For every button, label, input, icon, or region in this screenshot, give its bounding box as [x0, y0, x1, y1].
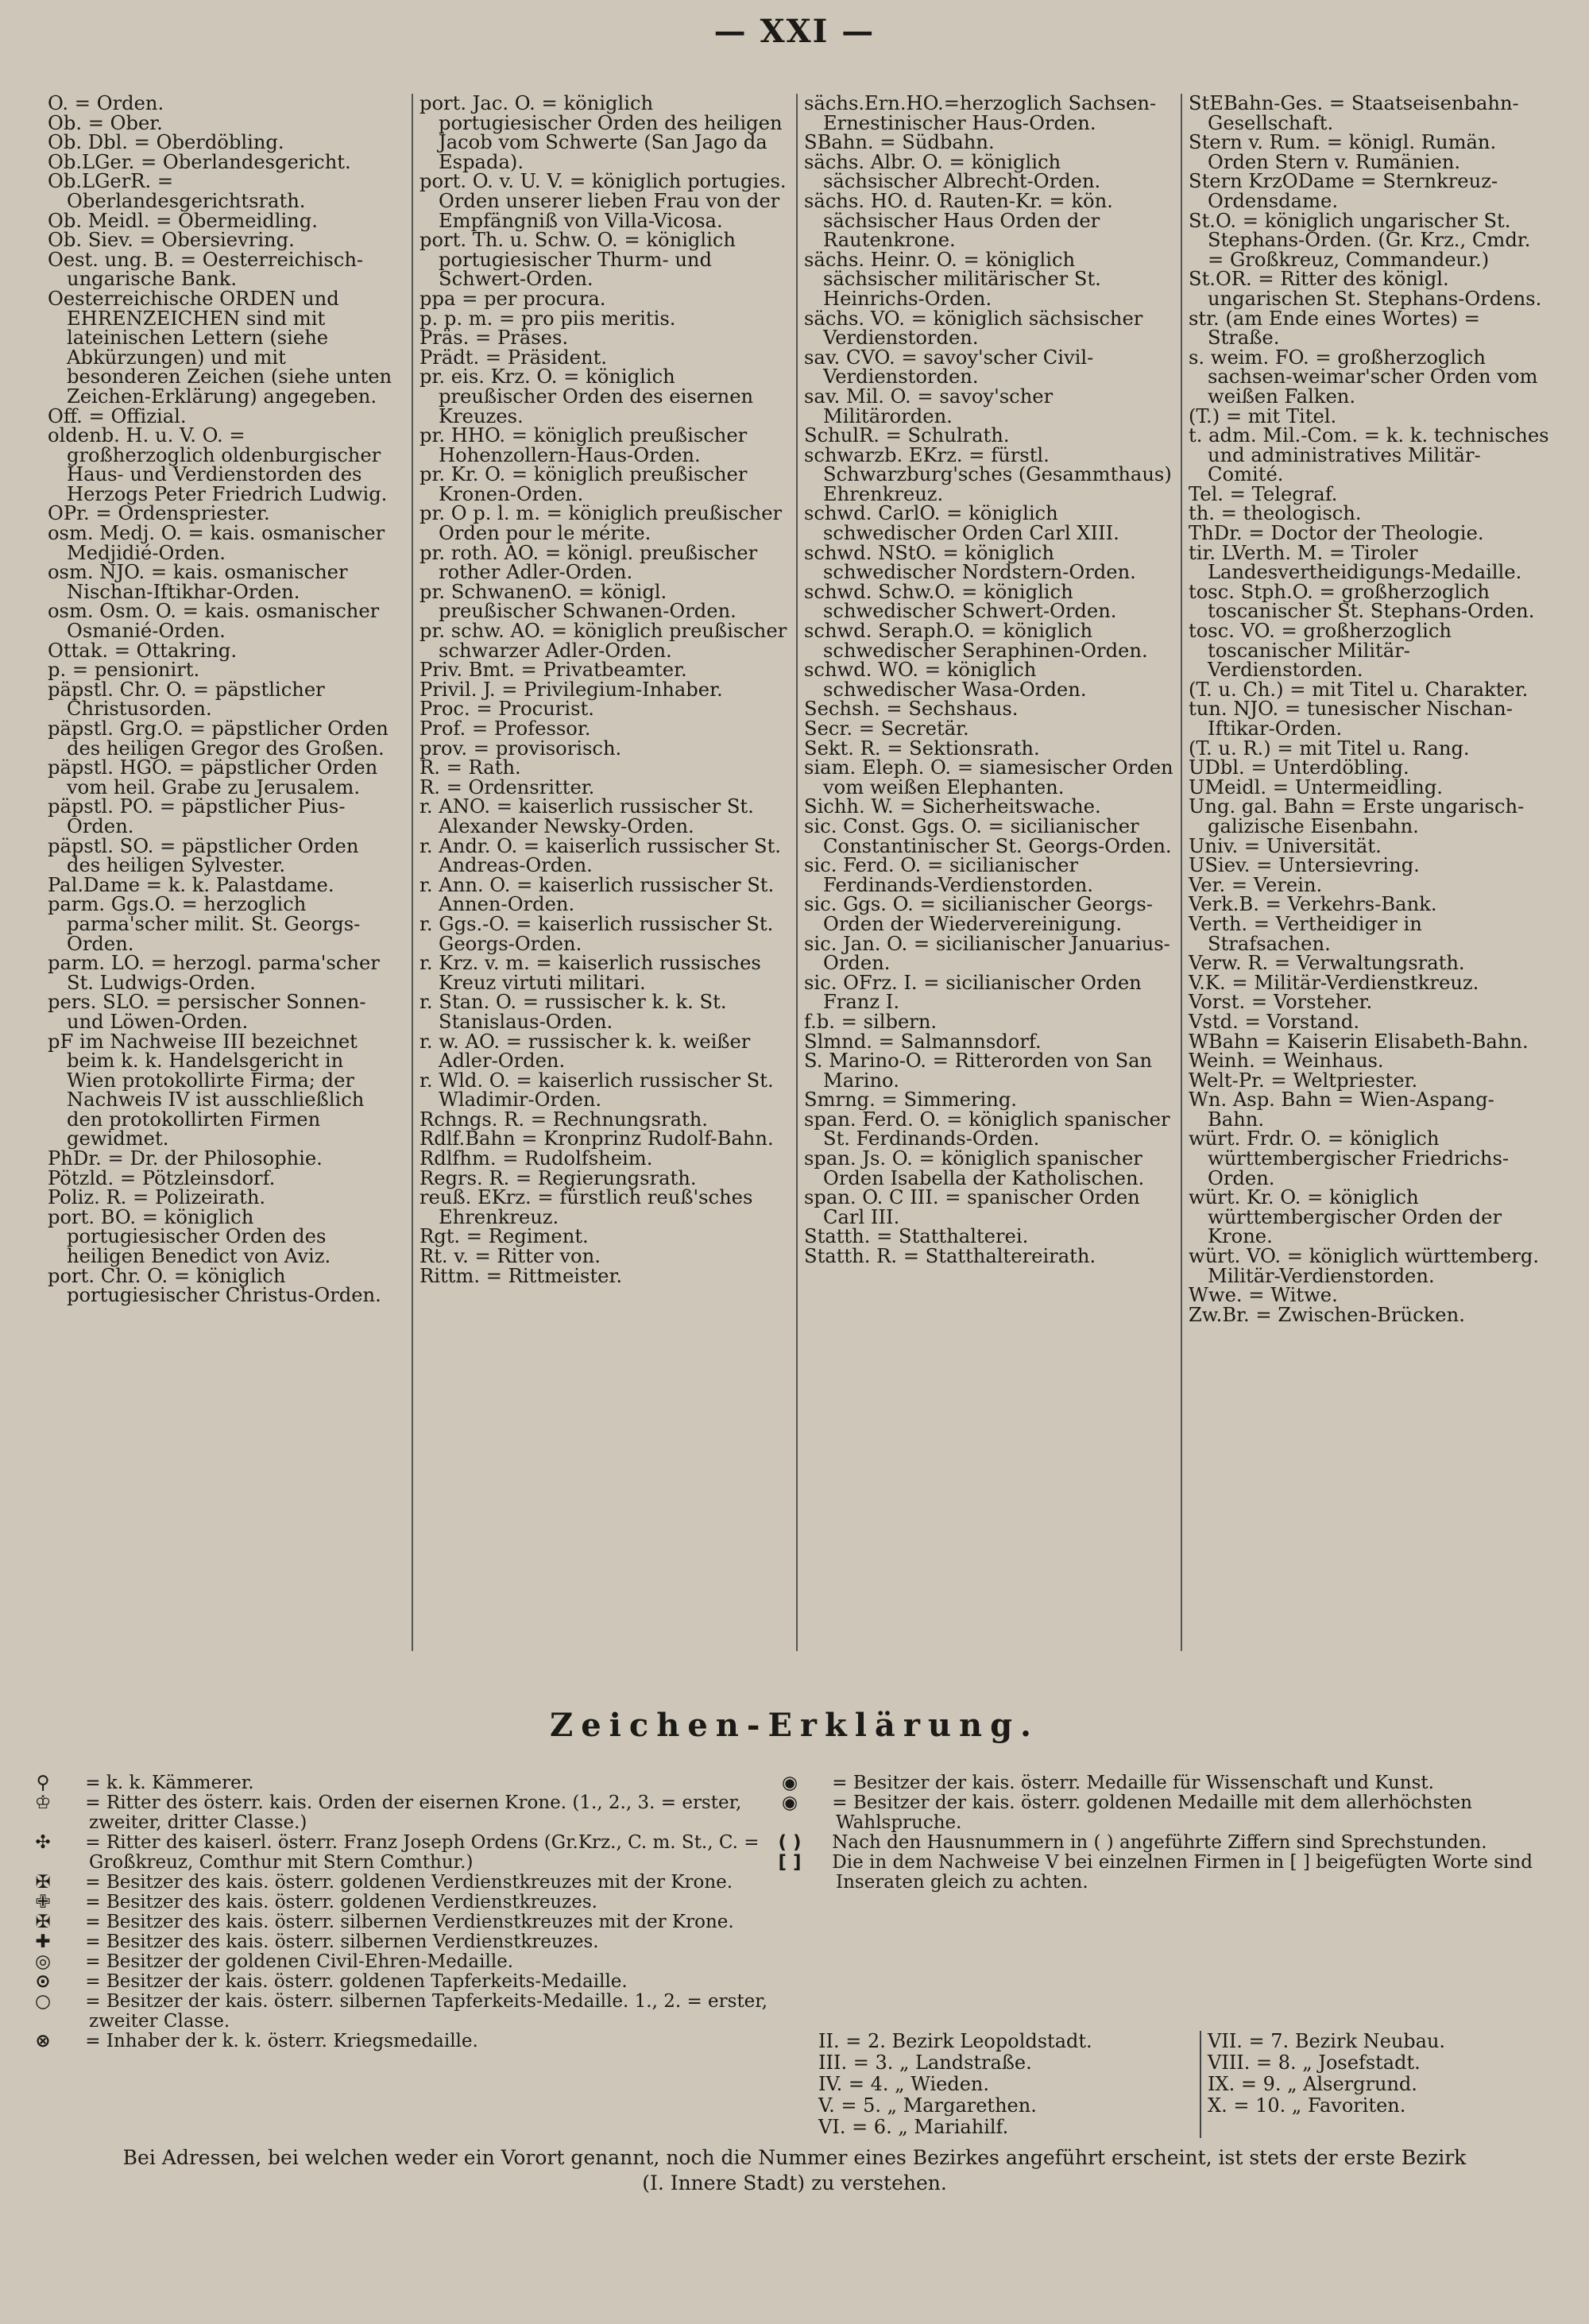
abbreviation-entry: port. Chr. O. = königlich portugiesischer Christus-Orden.	[48, 1264, 381, 1307]
abbreviation-entry: (T.) = mit Titel.	[1189, 404, 1337, 427]
abbreviation-entry: St.OR. = Ritter des königl. ungarischen St. Stephans-Ordens.	[1189, 268, 1542, 310]
legend-section	[34, 1707, 1541, 2138]
abbreviation-entry: r. Wld. O. = kaiserlich russischer St. Wladimir-Orden.	[419, 1069, 774, 1112]
districts-left	[818, 2031, 1201, 2138]
abbreviation-entry: Sekt. R. = Sektionsrath.	[804, 737, 1040, 760]
abbreviation-entry: Rittm. = Rittmeister.	[419, 1264, 623, 1287]
legend-symbol-icon: ✣	[35, 1832, 51, 1853]
column-2	[412, 94, 789, 1651]
legend-row	[34, 1792, 787, 1833]
abbreviation-entry: sic. OFrz. I. = sicilianischer Orden Franz I.	[804, 971, 1142, 1014]
abbreviation-entry: schwd. Schw.O. = königlich schwedischer Schwert-Orden.	[804, 580, 1117, 623]
abbreviation-entry: Statth. = Statthalterei.	[804, 1225, 1029, 1248]
legend-text: Nach den Hausnummern in ( ) angeführte Ziffern sind Sprechstunden.	[826, 1832, 1487, 1853]
legend-symbol-icon: ✚	[35, 1932, 51, 1952]
abbreviation-entry: pr. schw. AO. = königlich preußischer schwarzer Adler-Orden.	[419, 620, 787, 662]
legend-row	[35, 1832, 787, 1873]
legend-text: = Besitzer der goldenen Civil-Ehren-Medaille.	[79, 1951, 514, 1972]
legend-left	[34, 1773, 787, 2051]
column-1	[48, 94, 397, 1651]
abbreviation-entry: Regrs. R. = Regierungsrath.	[419, 1166, 697, 1189]
legend-text: = Inhaber der k. k. österr. Kriegsmedaille.	[79, 2031, 478, 2051]
abbreviation-entry: Vstd. = Vorstand.	[1189, 1010, 1360, 1033]
abbreviation-entry: Pal.Dame = k. k. Palastdame.	[48, 873, 334, 896]
abbreviation-entry: würt. Kr. O. = königlich württembergischer Orden der Krone.	[1189, 1186, 1502, 1248]
abbreviation-entry: p. p. m. = pro piis meritis.	[419, 307, 676, 330]
abbreviation-entry: St.O. = königlich ungarischer St. Stephans-Orden. (Gr. Krz., Cmdr. = Großkreuz, Commandeur.)	[1189, 209, 1531, 271]
abbreviation-entry: päpstl. HGO. = päpstlicher Orden vom heil. Grabe zu Jerusalem.	[48, 756, 378, 799]
abbreviation-entry: r. Krz. v. m. = kaiserlich russisches Kreuz virtuti militari.	[419, 952, 761, 994]
abbreviation-entry: th. = theologisch.	[1189, 502, 1362, 525]
abbreviation-entry: r. Ann. O. = kaiserlich russischer St. Annen-Orden.	[419, 873, 775, 916]
legend-row	[35, 1912, 787, 1932]
abbreviation-entry: Poliz. R. = Polizeirath.	[48, 1186, 266, 1209]
legend-symbol-icon: ◎	[34, 1951, 52, 1972]
page-number: — XXI —	[713, 13, 876, 50]
legend-row	[35, 1892, 787, 1912]
abbreviation-entry: r. w. AO. = russischer k. k. weißer Adler-Orden.	[419, 1030, 751, 1073]
abbreviation-entry: Ob. = Ober.	[48, 111, 163, 134]
legend-text: = Besitzer der kais. österr. silbernen Tapferkeits-Medaille. 1., 2. = erster, zweiter Classe.	[79, 1991, 768, 2032]
footer-note	[48, 2145, 1541, 2196]
abbreviation-entry: pr. HHO. = königlich preußischer Hohenzollern-Haus-Orden.	[419, 424, 748, 466]
legend-text: = Ritter des kaiserl. österr. Franz Joseph Ordens (Gr.Krz., C. m. St., C. = Großkreuz, Comthur mit Stern Comthur.)	[79, 1832, 760, 1873]
column-4	[1181, 94, 1549, 1651]
abbreviation-entry: prov. = provisorisch.	[419, 737, 622, 760]
abbreviation-entry: sächs. Heinr. O. = königlich sächsischer militärischer St. Heinrichs-Orden.	[804, 248, 1101, 310]
legend-symbol-icon: ⊙	[35, 1971, 51, 1992]
abbreviation-entry: Wn. Asp. Bahn = Wien-Aspang-Bahn.	[1189, 1089, 1494, 1131]
legend-symbol-icon: ⚲	[36, 1773, 50, 1793]
abbreviation-entry: Ver. = Verein.	[1189, 873, 1323, 896]
abbreviation-entry: Rchngs. R. = Rechnungsrath.	[419, 1108, 708, 1131]
district-row: VI. = 6. „ Mariahilf.	[818, 2116, 1009, 2138]
abbreviation-entry: V.K. = Militär-Verdienstkreuz.	[1189, 971, 1479, 994]
abbreviation-entry: p. = pensionirt.	[48, 659, 200, 682]
abbreviation-entry: Rdlfhm. = Rudolfsheim.	[419, 1147, 653, 1170]
legend-symbol-icon: ◉	[781, 1773, 798, 1793]
abbreviation-entry: port. O. v. U. V. = königlich portugies. Orden unserer lieben Frau von der Empfängniß von Villa-Vicosa.	[419, 170, 787, 232]
column-3	[796, 94, 1173, 1651]
abbreviation-entry: Stern v. Rum. = königl. Rumän. Orden Stern v. Rumänien.	[1189, 131, 1497, 173]
legend-text: = Besitzer der kais. österr. goldenen Tapferkeits-Medaille.	[79, 1971, 628, 1992]
district-row: IV. = 4. „ Wieden.	[818, 2073, 989, 2095]
legend-symbol-icon: ○	[34, 1991, 52, 2012]
legend-row	[778, 1832, 1541, 1853]
abbreviation-entry: (T. u. Ch.) = mit Titel u. Charakter.	[1189, 678, 1529, 701]
abbreviation-entry: Pötzld. = Pötzleinsdorf.	[48, 1166, 276, 1189]
abbreviation-entry: Wwe. = Witwe.	[1189, 1284, 1338, 1307]
abbreviation-entry: Ob.LGerR. = Oberlandesgerichtsrath.	[48, 170, 306, 212]
abbreviation-entry: Privil. J. = Privilegium-Inhaber.	[419, 678, 723, 701]
district-row: X. = 10. „ Favoriten.	[1208, 2094, 1406, 2117]
abbreviation-entry: s. weim. FO. = großherzoglich sachsen-weimar'scher Orden vom weißen Falken.	[1189, 346, 1538, 408]
legend-row	[781, 1792, 1541, 1833]
district-row: V. = 5. „ Margarethen.	[818, 2094, 1037, 2117]
abbreviation-entry: (T. u. R.) = mit Titel u. Rang.	[1189, 737, 1470, 760]
abbreviation-entry: UMeidl. = Untermeidling.	[1189, 775, 1444, 799]
abbreviation-entry: S. Marino-O. = Ritterorden von San Marino.	[804, 1050, 1153, 1092]
footer-line-1: Bei Adressen, bei welchen weder ein Vorort genannt, noch die Nummer eines Bezirkes angeführt erscheint, ist stets der erste Bezirk	[122, 2146, 1467, 2169]
abbreviation-entry: tir. LVerth. M. = Tiroler Landesvertheidigungs-Medaille.	[1189, 541, 1522, 584]
abbreviation-entry: sächs.Ern.HO.=herzoglich Sachsen-Ernestinischer Haus-Orden.	[804, 94, 1157, 134]
abbreviation-entry: Rt. v. = Ritter von.	[419, 1245, 601, 1268]
abbreviation-entry: port. BO. = königlich portugiesischer Orden des heiligen Benedict von Aviz.	[48, 1205, 331, 1268]
abbreviation-entry: port. Jac. O. = königlich portugiesischer Orden des heiligen Jacob vom Schwerte (San Jago da Espada).	[419, 94, 783, 173]
abbreviation-entry: Ung. gal. Bahn = Erste ungarisch-galizische Eisenbahn.	[1189, 795, 1525, 837]
legend-row	[781, 1773, 1541, 1793]
district-row: II. = 2. Bezirk Leopoldstadt.	[818, 2030, 1092, 2052]
abbreviation-entry: Ottak. = Ottakring.	[48, 639, 238, 662]
district-row: III. = 3. „ Landstraße.	[818, 2051, 1032, 2074]
legend-symbol-icon: ( )	[778, 1832, 802, 1853]
abbreviation-entry: str. (am Ende eines Wortes) = Straße.	[1189, 307, 1480, 350]
abbreviation-entry: parm. Ggs.O. = herzoglich parma'scher milit. St. Georgs-Orden.	[48, 893, 361, 955]
legend-row	[35, 1932, 787, 1952]
legend-text: = Besitzer der kais. österr. Medaille für Wissenschaft und Kunst.	[826, 1773, 1434, 1793]
abbreviation-entry: Ob.LGer. = Oberlandesgericht.	[48, 150, 351, 173]
abbreviation-entry: sav. CVO. = savoy'scher Civil-Verdienstorden.	[804, 346, 1094, 389]
legend-symbol-icon: ✠	[35, 1912, 51, 1932]
abbreviation-entry: Ob. Meidl. = Obermeidling.	[48, 209, 318, 232]
abbreviation-entry: Verw. R. = Verwaltungsrath.	[1189, 952, 1465, 975]
district-row: IX. = 9. „ Alsergrund.	[1208, 2073, 1417, 2095]
abbreviation-entry: Weinh. = Weinhaus.	[1189, 1050, 1384, 1073]
abbreviation-entry: sav. Mil. O. = savoy'scher Militärorden.	[804, 385, 1054, 427]
abbreviation-entry: StEBahn-Ges. = Staatseisenbahn-Gesellschaft.	[1189, 94, 1519, 134]
abbreviation-entry: osm. Medj. O. = kais. osmanischer Medjidié-Orden.	[48, 522, 385, 564]
abbreviation-entry: Sichh. W. = Sicherheitswache.	[804, 795, 1101, 818]
legend-title: Zeichen-Erklärung.	[550, 1707, 1039, 1744]
abbreviation-entry: f.b. = silbern.	[804, 1010, 938, 1033]
abbreviation-entry: SBahn. = Südbahn.	[804, 131, 995, 154]
abbreviation-entry: span. Ferd. O. = königlich spanischer St. Ferdinands-Orden.	[804, 1108, 1170, 1150]
abbreviation-entry: päpstl. Chr. O. = päpstlicher Christusorden.	[48, 678, 325, 721]
abbreviation-entry: schwd. NStO. = königlich schwedischer Nordstern-Orden.	[804, 541, 1136, 584]
abbreviation-entry: würt. VO. = königlich württemberg. Militär-Verdienstorden.	[1189, 1245, 1540, 1287]
abbreviation-entry: Secr. = Secretär.	[804, 717, 969, 740]
abbreviation-entry: tosc. VO. = großherzoglich toscanischer Militär-Verdienstorden.	[1189, 620, 1452, 682]
legend-row	[35, 2031, 787, 2051]
footer-line-2: (I. Innere Stadt) zu verstehen.	[642, 2171, 947, 2194]
abbreviation-entry: R. = Ordensritter.	[419, 775, 595, 799]
legend-row	[36, 1773, 787, 1793]
legend-symbol-icon: ◉	[781, 1792, 798, 1813]
legend-text: = Ritter des österr. kais. Orden der eisernen Krone. (1., 2., 3. = erster, zweiter, dritter Classe.)	[79, 1792, 742, 1833]
abbreviation-entry: Ob. Dbl. = Oberdöbling.	[48, 131, 284, 154]
district-row: VIII. = 8. „ Josefstadt.	[1208, 2051, 1421, 2074]
abbreviation-entry: Sechsh. = Sechshaus.	[804, 698, 1019, 721]
abbreviation-entry: sächs. Albr. O. = königlich sächsischer Albrecht-Orden.	[804, 150, 1101, 193]
abbreviation-entry: schwd. CarlO. = königlich schwedischer Orden Carl XIII.	[804, 502, 1119, 545]
legend-symbol-icon: [ ]	[778, 1852, 802, 1873]
abbreviation-entry: Welt-Pr. = Weltpriester.	[1189, 1069, 1418, 1092]
abbreviation-entry: Off. = Offizial.	[48, 404, 187, 427]
abbreviation-entry: O. = Orden.	[48, 94, 164, 114]
abbreviation-entry: Univ. = Universität.	[1189, 834, 1382, 857]
abbreviation-entry: päpstl. SO. = päpstlicher Orden des heiligen Sylvester.	[48, 834, 359, 877]
legend-symbol-icon: ✠	[35, 1872, 51, 1893]
legend-text: = Besitzer der kais. österr. goldenen Medaille mit dem allerhöchsten Wahlspruche.	[826, 1792, 1472, 1833]
abbreviation-entry: SchulR. = Schulrath.	[804, 424, 1010, 447]
abbreviation-entry: pr. O p. l. m. = königlich preußischer Orden pour le mérite.	[419, 502, 783, 545]
legend-text: = Besitzer des kais. österr. goldenen Verdienstkreuzes.	[79, 1892, 597, 1912]
abbreviation-entry: Oest. ung. B. = Oesterreichisch-ungarische Bank.	[48, 248, 364, 291]
abbreviation-entry: pr. Kr. O. = königlich preußischer Kronen-Orden.	[419, 463, 748, 505]
districts-right	[1208, 2031, 1549, 2117]
abbreviation-entry: OPr. = Ordenspriester.	[48, 502, 270, 525]
abbreviation-entry: USiev. = Untersievring.	[1189, 854, 1420, 877]
abbreviation-entry: Slmnd. = Salmannsdorf.	[804, 1030, 1042, 1053]
abbreviation-entry: R. = Rath.	[419, 756, 521, 779]
district-row: VII. = 7. Bezirk Neubau.	[1208, 2030, 1446, 2052]
abbreviation-entry: siam. Eleph. O. = siamesischer Orden vom weißen Elephanten.	[804, 756, 1173, 799]
abbreviation-entry: schwd. WO. = königlich schwedischer Wasa-Orden.	[804, 659, 1087, 701]
abbreviation-entry: sächs. VO. = königlich sächsischer Verdienstorden.	[804, 307, 1143, 350]
abbreviation-entry: Statth. R. = Statthaltereirath.	[804, 1245, 1096, 1268]
abbreviation-entry: pr. SchwanenO. = königl. preußischer Schwanen-Orden.	[419, 580, 737, 623]
abbreviation-entry: ThDr. = Doctor der Theologie.	[1189, 522, 1484, 545]
abbreviation-entry: oldenb. H. u. V. O. = großherzoglich oldenburgischer Haus- und Verdienstorden des Herzogs Peter Friedrich Ludwig.	[48, 424, 388, 505]
legend-text: Die in dem Nachweise V bei einzelnen Firmen in [ ] beigefügten Worte sind Inseraten gleich zu achten.	[826, 1852, 1533, 1893]
legend-row	[778, 1852, 1541, 1893]
abbreviation-entry: sic. Ferd. O. = sicilianischer Ferdinands-Verdienstorden.	[804, 854, 1093, 896]
abbreviation-entry: Oesterreichische ORDEN und EHRENZEICHEN sind mit lateinischen Lettern (siehe Abkürzungen) und mit besonderen Zeichen (siehe unten Zeichen-Erklärung) angegeben.	[48, 287, 392, 408]
legend-right	[778, 1773, 1541, 1893]
abbreviation-entry: WBahn = Kaiserin Elisabeth-Bahn.	[1189, 1030, 1529, 1053]
abbreviation-entry: päpstl. PO. = päpstlicher Pius-Orden.	[48, 795, 346, 837]
abbreviation-entry: Rgt. = Regiment.	[419, 1225, 589, 1248]
abbreviation-entry: Vorst. = Vorsteher.	[1189, 991, 1373, 1014]
abbreviation-entry: span. O. C III. = spanischer Orden Carl III.	[804, 1186, 1140, 1228]
abbreviation-entry: würt. Frdr. O. = königlich württembergischer Friedrichs-Orden.	[1189, 1127, 1510, 1189]
abbreviation-entry: Zw.Br. = Zwischen-Brücken.	[1189, 1303, 1465, 1326]
abbreviation-entry: Prädt. = Präsident.	[419, 346, 607, 369]
legend-text: = Besitzer des kais. österr. goldenen Verdienstkreuzes mit der Krone.	[79, 1872, 733, 1893]
legend-row	[35, 1872, 787, 1893]
abbreviation-entry: pF im Nachweise III bezeichnet beim k. k. Handelsgericht in Wien protokollirte Firma; der Nachweis IV ist ausschließlich den protokollirten Firmen gewidmet.	[48, 1030, 365, 1150]
abbreviation-entry: Verk.B. = Verkehrs-Bank.	[1189, 893, 1437, 916]
abbreviation-entry: ppa = per procura.	[419, 287, 606, 310]
abbreviation-entry: sic. Const. Ggs. O. = sicilianischer Constantinischer St. Georgs-Orden.	[804, 814, 1172, 857]
abbreviation-entry: UDbl. = Unterdöbling.	[1189, 756, 1409, 779]
legend-symbol-icon: ♔	[34, 1792, 52, 1813]
abbreviation-entry: tun. NJO. = tunesischer Nischan-Iftikar-Orden.	[1189, 698, 1513, 740]
legend-text: = Besitzer des kais. österr. silbernen Verdienstkreuzes mit der Krone.	[79, 1912, 734, 1932]
abbreviation-entry: r. Andr. O. = kaiserlich russischer St. Andreas-Orden.	[419, 834, 782, 877]
legend-row	[35, 1971, 787, 1992]
abbreviation-entry: Rdlf.Bahn = Kronprinz Rudolf-Bahn.	[419, 1127, 774, 1150]
abbreviation-entry: t. adm. Mil.-Com. = k. k. technisches und administratives Militär-Comité.	[1189, 424, 1549, 486]
abbreviation-entry: Präs. = Präses.	[419, 327, 569, 350]
abbreviation-entry: PhDr. = Dr. der Philosophie.	[48, 1147, 323, 1170]
abbreviation-entry: pers. SLO. = persischer Sonnen- und Löwen-Orden.	[48, 991, 366, 1033]
abbreviation-entry: r. ANO. = kaiserlich russischer St. Alexander Newsky-Orden.	[419, 795, 754, 837]
abbreviation-entry: Ob. Siev. = Obersievring.	[48, 229, 295, 252]
abbreviation-entry: reuß. EKrz. = fürstlich reuß'sches Ehrenkreuz.	[419, 1186, 753, 1228]
abbreviation-entry: Smrng. = Simmering.	[804, 1089, 1017, 1112]
abbreviation-entry: r. Stan. O. = russischer k. k. St. Stanislaus-Orden.	[419, 991, 727, 1033]
abbreviation-entry: tosc. Stph.O. = großherzoglich toscanischer St. Stephans-Orden.	[1189, 580, 1535, 623]
abbreviation-entry: schwd. Seraph.O. = königlich schwedischer Seraphinen-Orden.	[804, 620, 1148, 662]
abbreviation-entry: parm. LO. = herzogl. parma'scher St. Ludwigs-Orden.	[48, 952, 380, 994]
legend-row	[34, 1951, 787, 1972]
abbreviation-entry: päpstl. Grg.O. = päpstlicher Orden des heiligen Gregor des Großen.	[48, 717, 389, 760]
legend-symbol-icon: ✙	[35, 1892, 51, 1912]
legend-text: = Besitzer des kais. österr. silbernen Verdienstkreuzes.	[79, 1932, 599, 1952]
abbreviation-entry: osm. Osm. O. = kais. osmanischer Osmanié-Orden.	[48, 600, 380, 643]
legend-symbol-icon: ⊗	[35, 2031, 51, 2051]
abbreviation-entry: pr. roth. AO. = königl. preußischer rother Adler-Orden.	[419, 541, 758, 584]
abbreviation-entry: Priv. Bmt. = Privatbeamter.	[419, 659, 687, 682]
abbreviation-entry: schwarzb. EKrz. = fürstl. Schwarzburg'sches (Gesammthaus) Ehrenkreuz.	[804, 443, 1172, 505]
abbreviation-entry: Prof. = Professor.	[419, 717, 591, 740]
abbreviation-entry: Verth. = Vertheidiger in Strafsachen.	[1189, 912, 1422, 955]
legend-text: = k. k. Kämmerer.	[79, 1773, 254, 1793]
abbreviation-entry: Proc. = Procurist.	[419, 698, 594, 721]
abbreviation-entry: span. Js. O. = königlich spanischer Orden Isabella der Katholischen.	[804, 1147, 1145, 1189]
abbreviation-entry: sic. Jan. O. = sicilianischer Januarius-Orden.	[804, 932, 1170, 975]
abbreviation-entry: sächs. HO. d. Rauten-Kr. = kön. sächsischer Haus Orden der Rautenkrone.	[804, 189, 1113, 252]
abbreviation-entry: Tel. = Telegraf.	[1189, 482, 1338, 505]
abbreviation-entry: Stern KrzODame = Sternkreuz-Ordensdame.	[1189, 170, 1498, 212]
abbreviation-entry: osm. NJO. = kais. osmanischer Nischan-Iftikhar-Orden.	[48, 561, 348, 603]
abbreviation-entry: port. Th. u. Schw. O. = königlich portugiesischer Thurm- und Schwert-Orden.	[419, 229, 737, 291]
abbreviation-entry: pr. eis. Krz. O. = königlich preußischer Orden des eisernen Kreuzes.	[419, 365, 754, 427]
legend-row	[34, 1991, 787, 2032]
abbreviation-entry: sic. Ggs. O. = sicilianischer Georgs-Orden der Wiedervereinigung.	[804, 893, 1153, 935]
abbreviation-entry: r. Ggs.-O. = kaiserlich russischer St. Georgs-Orden.	[419, 912, 774, 955]
